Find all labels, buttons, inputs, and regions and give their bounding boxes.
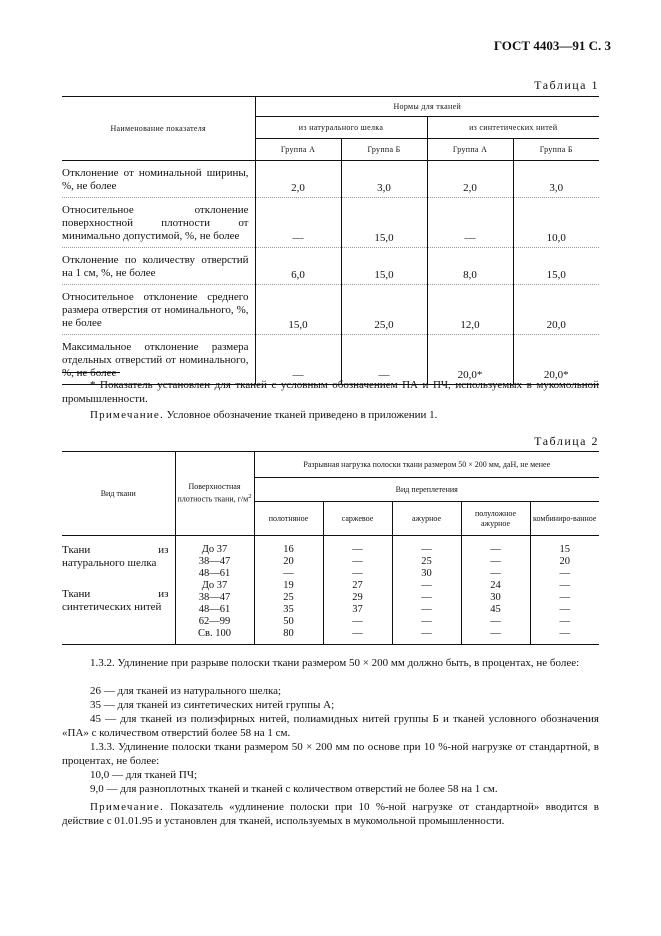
t2-cell: 16	[283, 544, 294, 555]
table-row	[62, 161, 599, 198]
t2-kind-cell	[62, 536, 175, 645]
t2-sub-header: ажурное	[392, 502, 461, 536]
t2-cell: 62—99	[198, 616, 231, 627]
t2-cell: 15	[559, 544, 570, 555]
t2-cell: 27	[352, 580, 363, 591]
t1-group-synthetic: из синтетических нитей	[427, 117, 599, 139]
t2-sub-header: полотняное	[254, 502, 323, 536]
t1-cell: 2,0	[255, 161, 341, 198]
t2-cell: —	[421, 580, 432, 591]
note-text: Показатель «удлинение полоски при 10 %-ной нагрузке от стандартной» вводится в действие с 01.01.95 и установлен для тканей, используемых в мукомольной промышленности.	[62, 801, 599, 827]
table1	[62, 96, 599, 385]
page-header: ГОСТ 4403—91 С. 3	[493, 38, 611, 53]
t2-group-synthetic: Ткани из синтетических нитей	[62, 588, 169, 613]
t2-cell: 35	[283, 604, 294, 615]
table-row	[62, 198, 599, 248]
t2-cell: —	[559, 580, 570, 591]
t2-col-density	[175, 452, 254, 536]
t2-column-plain	[254, 536, 323, 645]
t1-cell: 20,0*	[427, 335, 513, 385]
t2-cell: —	[352, 556, 363, 567]
t2-cell: —	[352, 544, 363, 555]
list-item: 45 — для тканей из полиэфирных нитей, полиамидных нитей группы Б и тканей условного обозначения «ПА» с количеством отверстий более 58 на 1 см.	[62, 713, 599, 739]
t1-cell: 15,0	[255, 285, 341, 335]
t1-cell: 20,0*	[513, 335, 599, 385]
t2-cell: 25	[283, 592, 294, 603]
t2-col-density-sup: 2	[248, 493, 252, 501]
t2-column-openwork	[392, 536, 461, 645]
note-text: Условное обозначение тканей приведено в приложении 1.	[163, 409, 438, 421]
note-label: Примечание.	[90, 409, 164, 421]
t1-cell: 20,0	[513, 285, 599, 335]
t2-cell: —	[559, 568, 570, 579]
t2-cell: —	[283, 568, 294, 579]
t1-cell: 15,0	[341, 248, 427, 285]
t2-cell: 19	[283, 580, 294, 591]
table-row	[62, 335, 599, 385]
t1-cell: —	[255, 198, 341, 248]
t2-column-semi-openwork	[461, 536, 530, 645]
list-item: 10,0 — для тканей ПЧ;	[90, 769, 198, 781]
t1-group-natural: из натурального шелка	[255, 117, 427, 139]
t2-group-natural: Ткани из натурального шелка	[62, 544, 169, 569]
t2-column-twill	[323, 536, 392, 645]
t1-cell: —	[427, 198, 513, 248]
t1-cell: 15,0	[513, 248, 599, 285]
t2-cell: —	[490, 544, 501, 555]
t2-cell: —	[421, 592, 432, 603]
t2-cell: 38—47	[198, 592, 231, 603]
t1-cell: 10,0	[513, 198, 599, 248]
t2-cell: —	[490, 568, 501, 579]
t2-cell: 80	[283, 628, 294, 639]
t2-cell: Св. 100	[198, 628, 231, 639]
t2-cell: —	[559, 592, 570, 603]
t2-weave-header: Вид переплетения	[254, 478, 599, 502]
t2-cell: —	[559, 604, 570, 615]
t2-cell: —	[559, 628, 570, 639]
t1-cell: —	[255, 335, 341, 385]
note-2	[62, 800, 599, 828]
t1-row-name: Относительное отклонение поверхностной плотности от минимально допустимой, %, не более	[62, 198, 255, 248]
t1-cell: 15,0	[341, 198, 427, 248]
note-label: Примечание.	[90, 801, 164, 813]
t2-cell: 24	[490, 580, 501, 591]
t2-cell: —	[421, 544, 432, 555]
t2-cell: —	[421, 628, 432, 639]
t1-cell: 12,0	[427, 285, 513, 335]
t2-sub-header: саржевое	[323, 502, 392, 536]
t2-cell: 20	[559, 556, 570, 567]
t2-cell: —	[421, 604, 432, 615]
t2-cell: —	[352, 628, 363, 639]
t2-col-kind: Вид ткани	[62, 452, 175, 536]
t1-sub-header: Группа А	[427, 139, 513, 161]
t2-cell: —	[490, 616, 501, 627]
t2-cell: До 37	[201, 580, 228, 591]
list-item: 9,0 — для разноплотных тканей и тканей с количеством отверстий не более 58 на 1 см.	[90, 783, 498, 795]
t1-col-name: Наименование показателя	[62, 97, 255, 161]
t1-cell: 6,0	[255, 248, 341, 285]
t2-cell: 45	[490, 604, 501, 615]
t2-cell: —	[352, 616, 363, 627]
note-1	[62, 408, 599, 422]
t2-cell: —	[352, 568, 363, 579]
t2-cell: 20	[283, 556, 294, 567]
table2-caption: Таблица 2	[534, 434, 599, 448]
t2-cell: 48—61	[198, 604, 231, 615]
paragraph-1-3-2: 1.3.2. Удлинение при разрыве полоски ткани размером 50 × 200 мм должно быть, в процентах, не более:	[90, 657, 580, 669]
t2-sub-header: комбиниро-ванное	[530, 502, 599, 536]
t1-sub-header: Группа А	[255, 139, 341, 161]
t2-cell: 48—61	[198, 568, 231, 579]
t1-row-name: Относительное отклонение среднего размера отверстия от номинального, %, не более	[62, 285, 255, 335]
t2-cell: —	[490, 556, 501, 567]
t2-load-header: Разрывная нагрузка полоски ткани размером 50 × 200 мм, даН, не менее	[254, 452, 599, 478]
t2-cell: 29	[352, 592, 363, 603]
t2-column-combined	[530, 536, 599, 645]
table-row	[62, 536, 599, 645]
t2-cell: До 37	[201, 544, 228, 555]
t2-cell: 38—47	[198, 556, 231, 567]
t2-cell: 30	[421, 568, 432, 579]
t2-col-density-text: Поверхностная плотность ткани, г/м	[177, 482, 249, 504]
table1-caption: Таблица 1	[534, 78, 599, 92]
list-item: 35 — для тканей из синтетических нитей группы А;	[90, 699, 335, 711]
table-row	[62, 248, 599, 285]
list-item: 26 — для тканей из натурального шелка;	[90, 685, 282, 697]
t1-cell: 2,0	[427, 161, 513, 198]
t2-sub-header: полуложное ажурное	[461, 502, 530, 536]
table-row	[62, 285, 599, 335]
t1-cell: 25,0	[341, 285, 427, 335]
t1-cell: 3,0	[513, 161, 599, 198]
t2-cell: 37	[352, 604, 363, 615]
t1-row-name: Максимальное отклонение размера отдельных отверстий от номинального, %, не более	[62, 335, 255, 385]
t1-row-name: Отклонение по количеству отверстий на 1 см, %, не более	[62, 248, 255, 285]
t1-sub-header: Группа Б	[513, 139, 599, 161]
t1-cell: 3,0	[341, 161, 427, 198]
footnote-rule	[62, 372, 120, 373]
t2-cell: 50	[283, 616, 294, 627]
t1-row-name: Отклонение от номинальной ширины, %, не более	[62, 167, 249, 192]
t1-sub-header: Группа Б	[341, 139, 427, 161]
t1-cell: —	[341, 335, 427, 385]
table2	[62, 451, 599, 645]
footnote: * Показатель установлен для тканей с условным обозначением ПА и ПЧ, используемых в мукомольной промышленности.	[62, 379, 599, 405]
t2-cell: —	[421, 616, 432, 627]
t2-cell: —	[559, 616, 570, 627]
t1-cell: 8,0	[427, 248, 513, 285]
t2-cell: —	[490, 628, 501, 639]
paragraph-1-3-3: 1.3.3. Удлинение полоски ткани размером 50 × 200 мм по основе при 10 %-ной нагрузке от стандартной, в процентах, не более:	[62, 741, 599, 767]
t2-cell: 30	[490, 592, 501, 603]
t1-norms-header: Нормы для тканей	[255, 97, 599, 117]
t2-density-column	[175, 536, 254, 645]
t2-cell: 25	[421, 556, 432, 567]
